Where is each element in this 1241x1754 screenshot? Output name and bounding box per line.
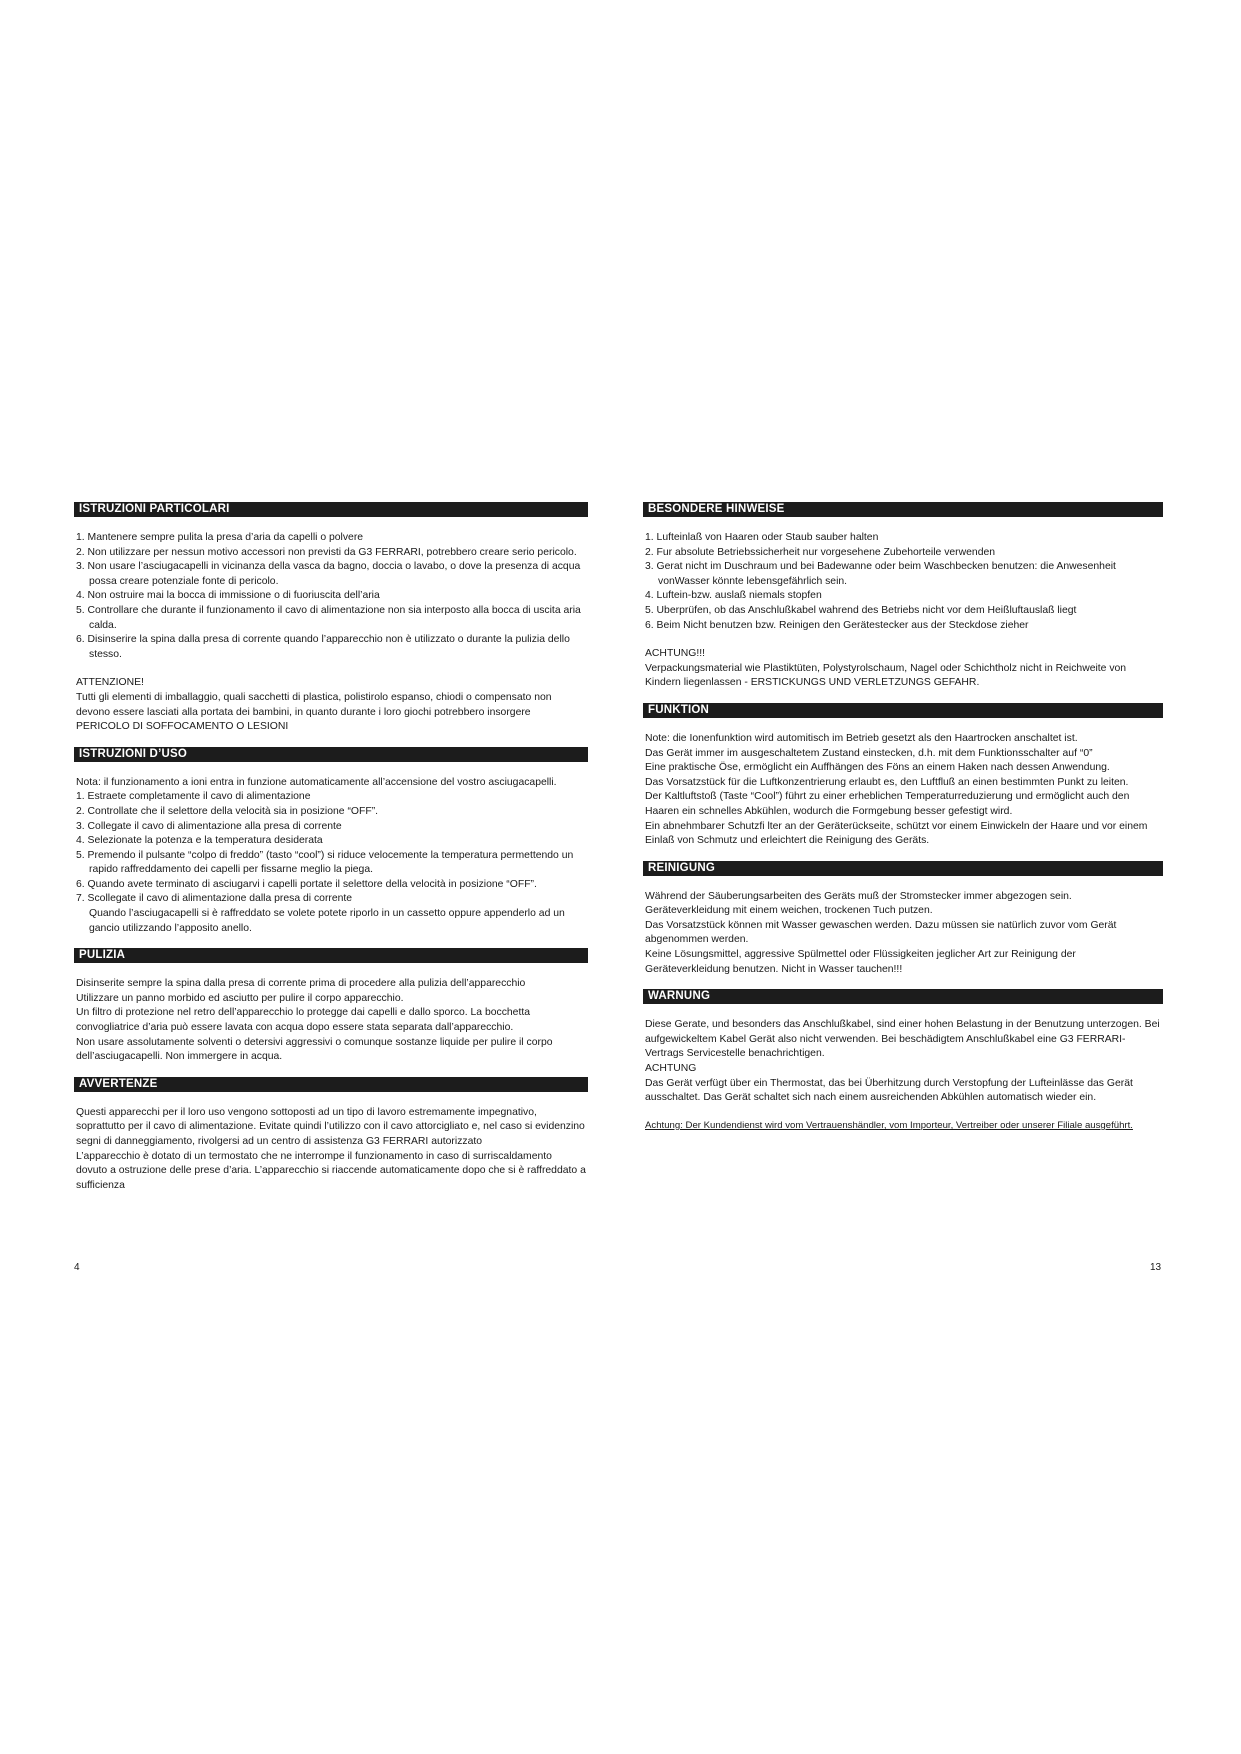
list-item: 6. Quando avete terminato di asciugarvi i capelli portate il selettore della velocità in posizione “OFF”. [76,878,537,890]
list-item: 5. Premendo il pulsante “colpo di freddo” (tasto “cool”) si riduce velocemente la temperatura permettendo un rapido raffreddamento dei capelli per fissarne meglio la piega. [76,849,574,876]
page-left [74,502,588,1205]
paragraph: Das Vorsatzstück für die Luftkonzentrierung erlaubt es, den Luftfluß an einen bestimmten Punkt zu leiten. [645,776,1129,788]
paragraph: Ein abnehmbarer Schutzfi lter an der Geräterückseite, schützt vor einem Einwickeln der Haare und vor einem Einlaß von Schmutz und erleichtert die Reinigung des Geräts. [645,820,1148,847]
warning-text: Verpackungsmaterial wie Plastiktüten, Polystyrolschaum, Nagel oder Schichtholz nicht in Reichweite von Kindern liegenlassen - ERSTICKUNGS UND VERLETZUNGS GEFAHR. [645,662,1127,689]
section-header: PULIZIA [74,948,588,963]
paragraph: Note: die Ionenfunktion wird automitisch im Betrieb gesetzt als den Haartrocken anschaltet ist. [645,732,1078,744]
paragraph: Keine Lösungsmittel, aggressive Spülmettel oder Flüssigkeiten jeglicher Art zur Reinigung der Geräteverkleidung benutzen. Nicht in Wasser tauchen!!! [645,949,1076,975]
section-header: ISTRUZIONI D’USO [74,747,588,762]
paragraph: Questi apparecchi per il loro uso vengono sottoposti ad un tipo di lavoro estremamente impegnativo, soprattutto per il cavo di alimentazione. Evitate quindi l’utilizzo con il cavo attorcigliato e, nel caso si evidenzino segni di danneggiamento, rivolgersi ad un centro di assistenza G3 FERRARI autorizzato [76,1106,585,1147]
page-right [643,502,1163,1131]
list-item: 3. Non usare l’asciugacapelli in vicinanza della vasca da bagno, doccia o lavabo, o dove la presenza di acqua possa creare potenziale fonte di pericolo. [76,561,581,587]
list-item: 5. Uberprüfen, ob das Anschlußkabel wahrend des Betriebs nicht vor dem Heißluftauslaß liegt [645,604,1077,616]
instruction-list [76,531,586,662]
section-header: WARNUNG [643,989,1163,1004]
section-istruzioni-uso [74,747,588,937]
instruction-list [76,790,586,907]
paragraph: Diese Gerate, und besonders das Anschlußkabel, sind einer hohen Belastung in der Benutzung unterzogen. Bei aufgewickeltem Kabel Gerät also nicht verwenden. Bei beschädigtem Anschlußkabel eine G3 FERRARI-Vertrags Servicestelle benachrichtigen. [645,1019,1160,1060]
list-item: 6. Disinserire la spina dalla presa di corrente quando l’apparecchio non è utilizzato o durante la pulizia dello stesso. [76,634,570,660]
section-header: ISTRUZIONI PARTICOLARI [74,502,588,517]
service-footnote: Achtung: Der Kundendienst wird vom Vertrauenshändler, vom Importeur, Vertreiber oder unserer Filiale ausgeführt. [645,1119,1133,1131]
section-besondere-hinweise [643,502,1163,691]
list-item: 2. Non utilizzare per nessun motivo accessori non previsti da G3 FERRARI, potrebbero creare serio pericolo. [76,546,577,558]
paragraph: Während der Säuberungsarbeiten des Geräts muß der Stromstecker immer abgezogen sein. [645,890,1072,902]
paragraph: Das Vorsatzstück können mit Wasser gewaschen werden. Dazu müssen sie natürlich zuvor vom Gerät abgenommen werden. [645,919,1117,946]
page-number-left: 4 [74,1262,80,1273]
list-item: 6. Beim Nicht benutzen bzw. Reinigen den Gerätestecker aus der Steckdose zieher [645,619,1029,631]
paragraph: Eine praktische Öse, ermöglicht ein Auffhängen des Föns an einem Haken nach dessen Anwendung. [645,762,1110,774]
section-avvertenze [74,1077,588,1194]
section-header: BESONDERE HINWEISE [643,502,1163,517]
page-number-right: 13 [1150,1262,1162,1273]
section-istruzioni-particolari [74,502,588,735]
section-funktion [643,703,1163,849]
instruction-list [645,531,1161,633]
list-item: 3. Collegate il cavo di alimentazione alla presa di corrente [76,820,342,832]
paragraph: ACHTUNG [645,1063,697,1075]
paragraph: Das Gerät immer im ausgeschaltetem Zustand einstecken, d.h. mit dem Funktionsschalter auf “0” [645,747,1093,759]
paragraph: Utilizzare un panno morbido ed asciutto per pulire il corpo apparecchio. [76,992,404,1004]
warning-title: ACHTUNG!!! [645,648,706,660]
section-warnung [643,989,1163,1106]
list-item: 1. Estraete completamente il cavo di alimentazione [76,791,311,803]
list-item: 1. Lufteinlaß von Haaren oder Staub sauber halten [645,532,879,543]
paragraph: L’apparecchio è dotato di un termostato che ne interrompe il funzionamento in caso di surriscaldamento dovuto a ostruzione delle prese d’aria. L’apparecchio si riaccende automaticamente dopo che si è raffreddato a sufficienza [76,1150,586,1191]
list-item: 2. Fur absolute Betriebssicherheit nur vorgesehene Zubehorteile verwenden [645,546,996,558]
warning-text: Tutti gli elementi di imballaggio, quali sacchetti di plastica, polistirolo espanso, chiodi o compensato non devono essere lasciati alla portata dei bambini, in quanto durante i loro giochi potrebbero insorgere PERICOLO DI SOFFOCAMENTO O LESIONI [76,691,552,733]
section-header: REINIGUNG [643,861,1163,876]
list-item: 5. Controllare che durante il funzionamento il cavo di alimentazione non sia interposto alla bocca di uscita aria calda. [76,604,581,631]
section-header: FUNKTION [643,703,1163,718]
list-item: 2. Controllate che il selettore della velocità sia in posizione “OFF”. [76,805,379,817]
list-item: 4. Luftein-bzw. auslaß niemals stopfen [645,590,822,602]
note-text: Nota: il funzionamento a ioni entra in funzione automaticamente all’accensione del vostro asciugacapelli. [76,776,557,788]
paragraph: Geräteverkleidung mit einem weichen, trockenen Tuch putzen. [645,905,933,917]
paragraph: Der Kaltluftstoß (Taste “Cool”) führt zu einer erheblichen Temperaturreduzierung und ermöglicht auch den Haaren ein schnelles Abkühlen, wodurch die Formgebung besser gefestigt wird. [645,791,1130,817]
warning-title: ATTENZIONE! [76,677,144,689]
list-item: 4. Non ostruire mai la bocca di immissione o di fuoriuscita dell’aria [76,590,380,602]
list-item: 1. Mantenere sempre pulita la presa d’aria da capelli o polvere [76,532,364,543]
section-reinigung [643,861,1163,978]
section-pulizia [74,948,588,1065]
continuation-text: Quando l’asciugacapelli si è raffreddato se volete potete riporlo in un cassetto oppure appenderlo ad un gancio utilizzando l’apposito anello. [89,908,565,934]
paragraph: Disinserite sempre la spina dalla presa di corrente prima di procedere alla pulizia dell’apparecchio [76,978,526,990]
paragraph: Un filtro di protezione nel retro dell’apparecchio lo protegge dai capelli e dallo sporco. La bocchetta convogliatrice d’aria può essere lavata con acqua dopo essere stata separata dall’apparecchio. [76,1007,531,1034]
list-item: 3. Gerat nicht im Duschraum und bei Badewanne oder beim Waschbecken benutzen: die Anwesenheit vonWasser könnte lebensgefährlich sein. [645,561,1116,587]
list-item: 4. Selezionate la potenza e la temperatura desiderata [76,835,323,847]
paragraph: Non usare assolutamente solventi o detersivi aggressivi o comunque sostanze liquide per pulire il corpo dell’asciugacapelli. Non immergere in acqua. [76,1036,553,1063]
paragraph: Das Gerät verfügt über ein Thermostat, das bei Überhitzung durch Verstopfung der Lufteinlässe das Gerät ausschaltet. Das Gerät schaltet sich nach einem ausreichenden Abkühlen automatisch wieder ein. [645,1077,1133,1104]
section-header: AVVERTENZE [74,1077,588,1092]
list-item: 7. Scollegate il cavo di alimentazione dalla presa di corrente [76,893,353,905]
